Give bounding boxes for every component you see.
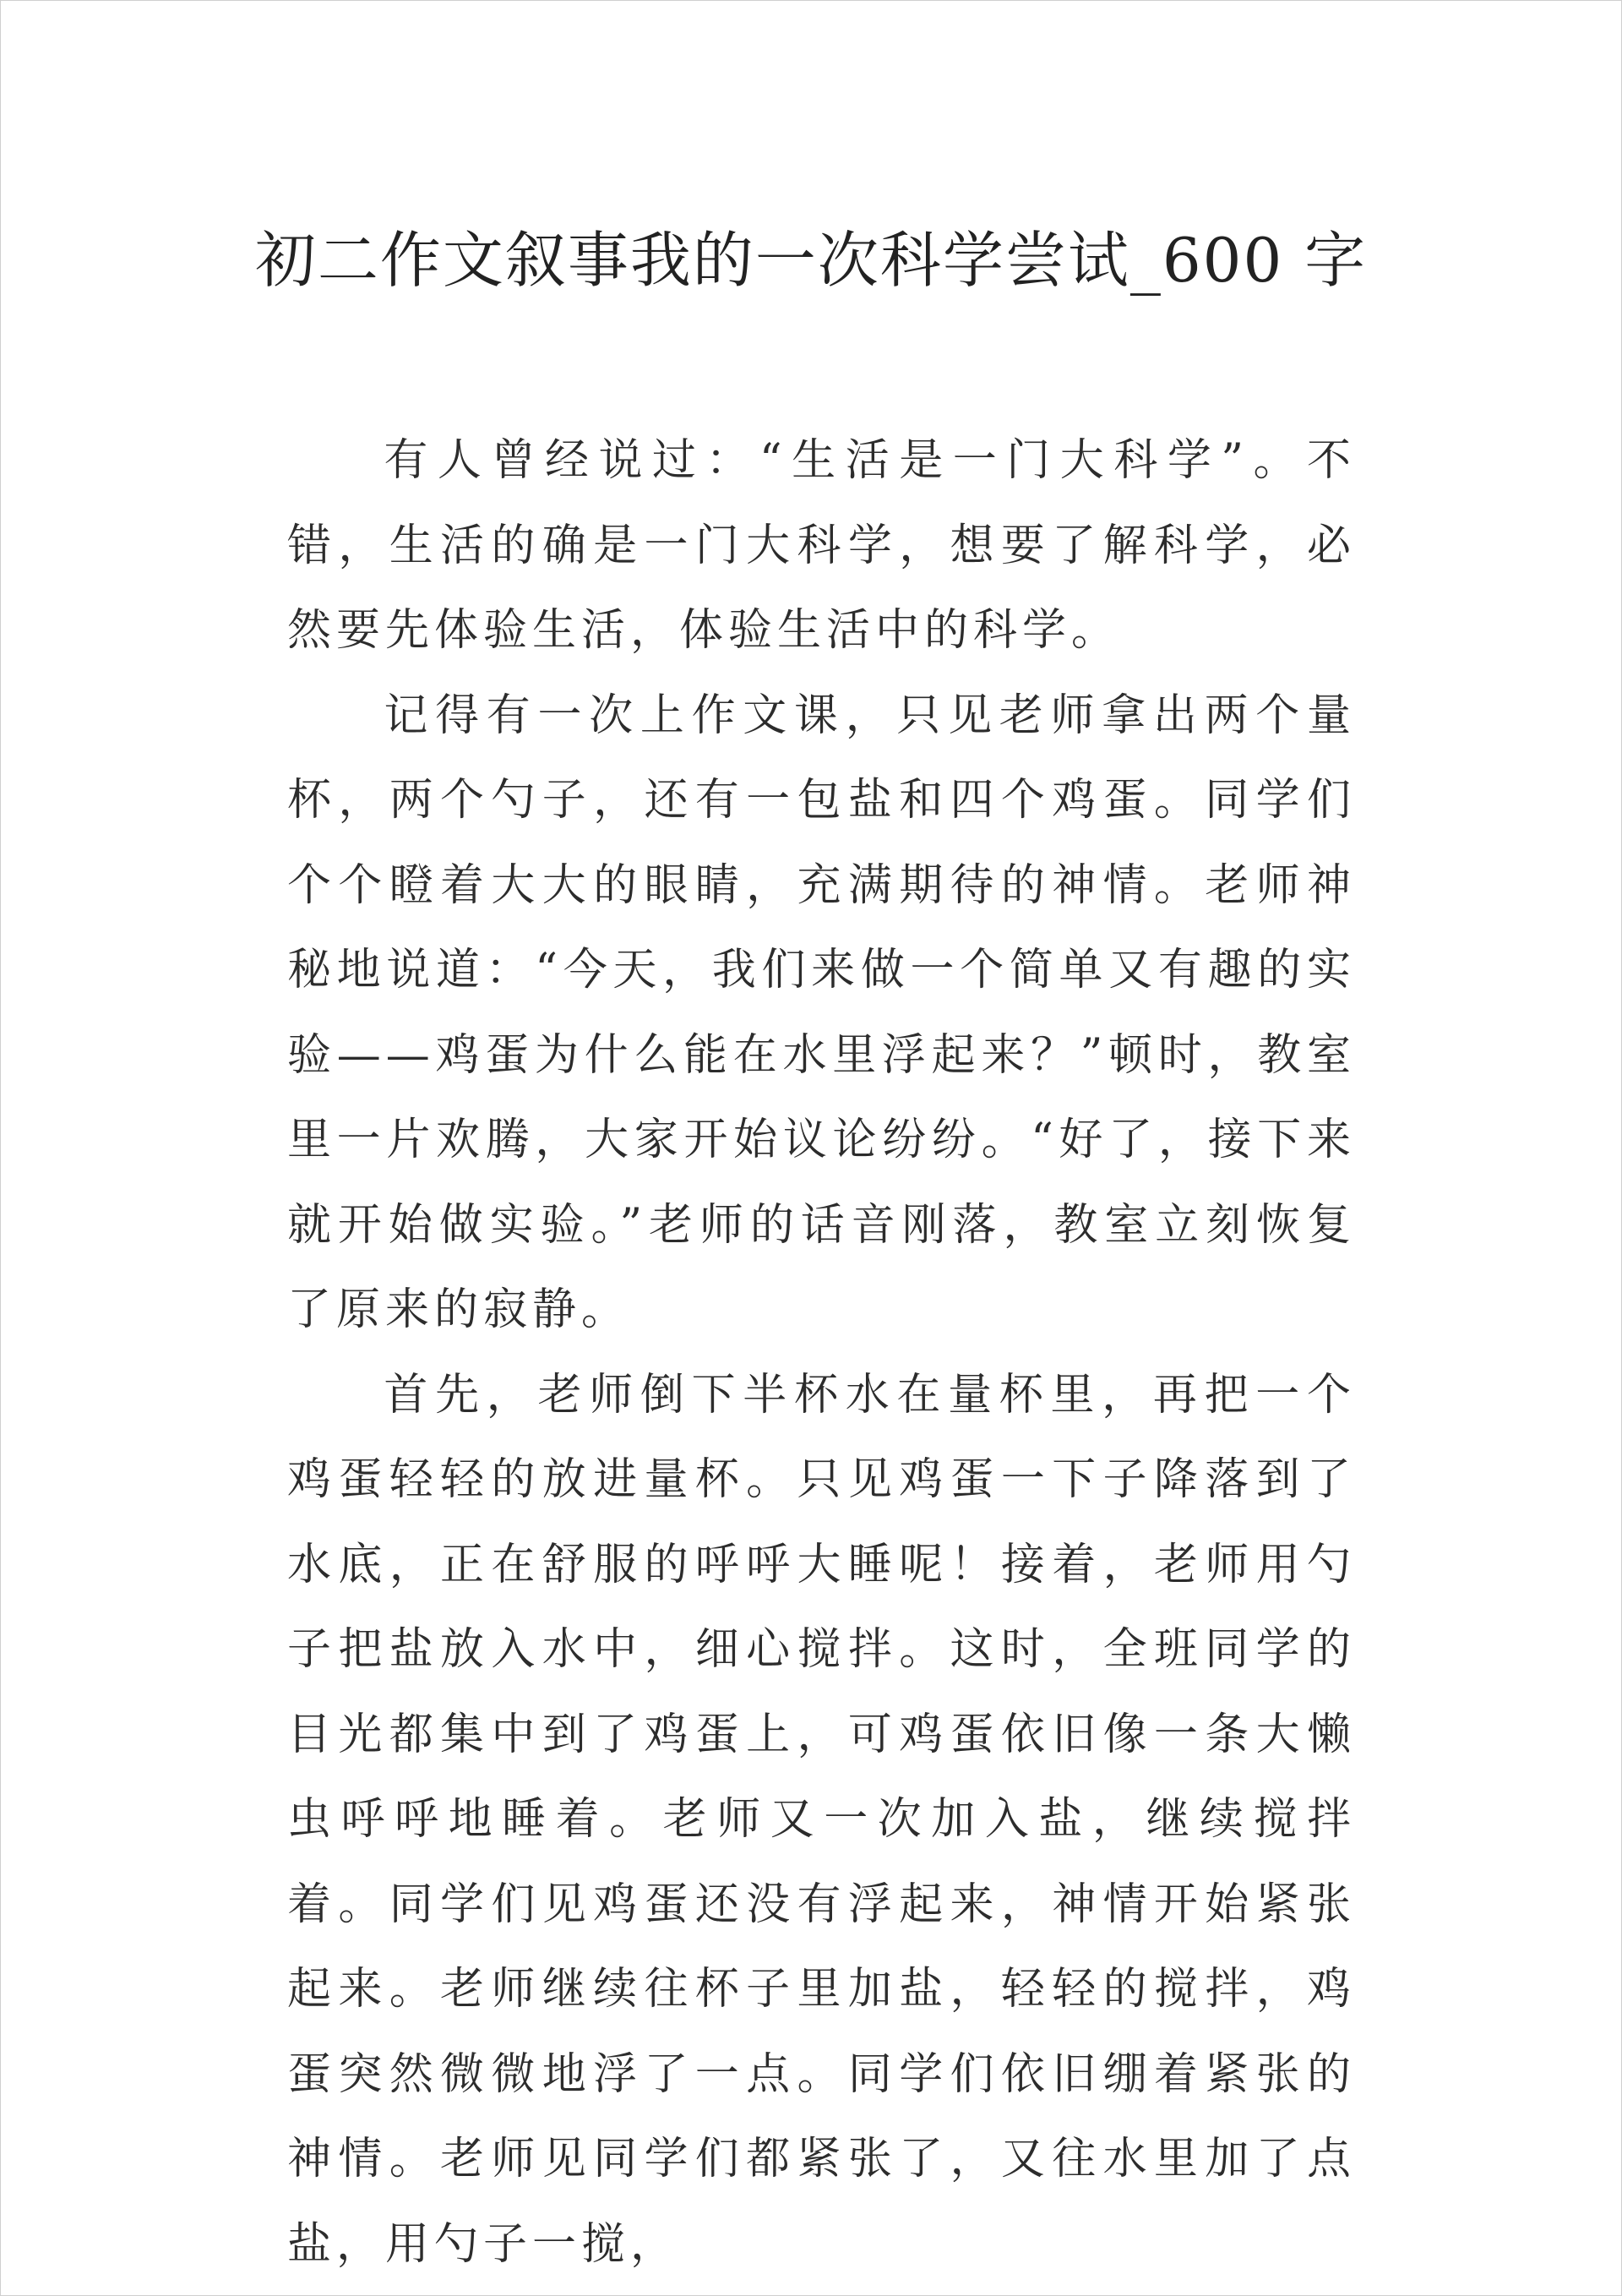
- paragraph: 首先，老师倒下半杯水在量杯里，再把一个鸡蛋轻轻的放进量杯。只见鸡蛋一下子降落到了水底，正在舒服的呼呼大睡呢！接着，老师用勺子把盐放入水中，细心搅拌。这时，全班同学的目光都集中到了鸡蛋上，可鸡蛋依旧像一条大懒虫呼呼地睡着。老师又一次加入盐，继续搅拌着。同学们见鸡蛋还没有浮起来，神情开始紧张起来。老师继续往杯子里加盐，轻轻的搅拌，鸡蛋突然微微地浮了一点。同学们依旧绷着紧张的神情。老师见同学们都紧张了，又往水里加了点盐，用勺子一搅，: [287, 1369, 1356, 2270]
- paragraph: 记得有一次上作文课，只见老师拿出两个量杯，两个勺子，还有一包盐和四个鸡蛋。同学们个个瞪着大大的眼睛，充满期待的神情。老师神秘地说道：“今天，我们来做一个简单又有趣的实验——鸡蛋为什么能在水里浮起来？”顿时，教室里一片欢腾，大家开始议论纷纷。“好了，接下来就开始做实验。”老师的话音刚落，教室立刻恢复了原来的寂静。: [287, 690, 1356, 1335]
- document-body: [287, 418, 1356, 2287]
- paragraph: 有人曾经说过：“生活是一门大科学”。不错，生活的确是一门大科学，想要了解科学，必然要先体验生活，体验生活中的科学。: [287, 435, 1356, 656]
- document-title: 初二作文叙事我的一次科学尝试_600 字: [254, 225, 1368, 296]
